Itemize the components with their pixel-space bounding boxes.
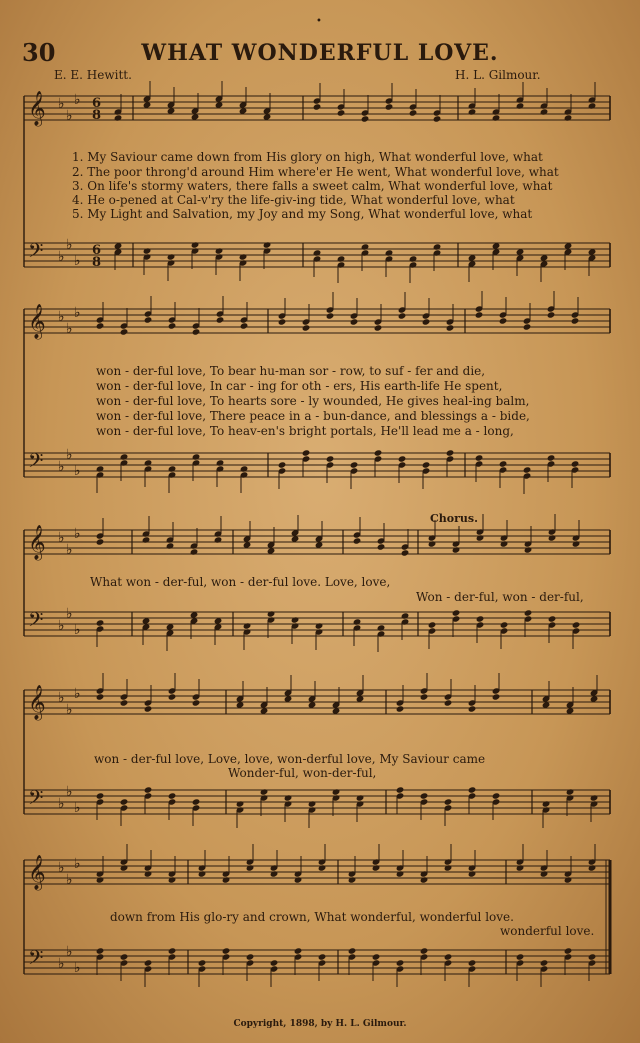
note-head: [308, 800, 317, 807]
system2-lyric-3: won - der-ful love, To hearts sore - ly wounded, He gives heal-ing balm,: [96, 394, 530, 408]
note-head: [96, 538, 105, 545]
flat-sign: ♭: [74, 305, 81, 321]
note-head: [548, 615, 557, 622]
note-head: [168, 792, 177, 799]
note-head: [452, 609, 461, 616]
note-head: [222, 947, 231, 954]
note-head: [246, 864, 255, 871]
note-head: [398, 312, 407, 319]
note-head: [318, 953, 327, 960]
note-head: [468, 959, 477, 966]
verse-line-3: 3. On life's stormy waters, there falls a sweet calm, What wonderful love, what: [72, 179, 553, 193]
flat-sign: ♭: [66, 237, 73, 253]
note-head: [396, 786, 405, 793]
note-head: [167, 253, 176, 260]
note-head: [270, 870, 279, 877]
chorus-label: Chorus.: [430, 512, 478, 525]
note-head: [444, 798, 453, 805]
note-head: [540, 870, 549, 877]
flat-sign: ♭: [58, 309, 65, 325]
note-head: [214, 536, 223, 543]
flat-sign: ♭: [74, 800, 81, 816]
note-head: [420, 693, 429, 700]
note-head: [356, 794, 365, 801]
note-head: [540, 959, 549, 966]
note-head: [446, 449, 455, 456]
lyricist-credit: E. E. Hewitt.: [54, 68, 132, 82]
flat-sign: ♭: [74, 92, 81, 108]
note-head: [96, 693, 105, 700]
note-head: [144, 959, 153, 966]
note-head: [291, 616, 300, 623]
flat-sign: ♭: [74, 622, 81, 638]
note-head: [168, 465, 177, 472]
note-head: [548, 534, 557, 541]
note-head: [572, 540, 581, 547]
note-head: [270, 959, 279, 966]
note-head: [96, 792, 105, 799]
flat-sign: ♭: [74, 463, 81, 479]
note-head: [260, 788, 269, 795]
note-head: [120, 699, 129, 706]
note-head: [588, 953, 597, 960]
note-head: [143, 247, 152, 254]
flat-sign: ♭: [66, 784, 73, 800]
note-head: [396, 870, 405, 877]
note-head: [332, 788, 341, 795]
note-head: [444, 953, 453, 960]
note-head: [337, 255, 346, 262]
note-head: [428, 540, 437, 547]
note-head: [475, 311, 484, 318]
note-head: [120, 328, 129, 335]
flat-sign: ♭: [74, 686, 81, 702]
flat-sign: ♭: [58, 530, 65, 546]
note-head: [240, 465, 249, 472]
note-head: [350, 461, 359, 468]
verse-line-2: 2. The poor throng'd around Him where'er He went, What wonderful love, what: [72, 165, 559, 179]
note-head: [120, 864, 129, 871]
system2-lyric-5: won - der-ful love, To heav-en's bright portals, He'll lead me a - long,: [96, 424, 514, 438]
note-head: [166, 542, 175, 549]
note-head: [542, 800, 551, 807]
note-head: [468, 786, 477, 793]
note-head: [144, 705, 153, 712]
note-head: [190, 548, 199, 555]
flat-sign: ♭: [74, 253, 81, 269]
note-head: [409, 109, 418, 116]
note-head: [492, 693, 501, 700]
note-head: [374, 449, 383, 456]
note-head: [96, 322, 105, 329]
note-head: [476, 615, 485, 622]
note-head: [547, 311, 556, 318]
flat-sign: ♭: [58, 860, 65, 876]
note-head: [350, 318, 359, 325]
note-head: [422, 318, 431, 325]
note-head: [420, 947, 429, 954]
note-head: [377, 543, 386, 550]
system3-echo-lyric: Won - der-ful, won - der-ful,: [416, 590, 584, 604]
note-head: [348, 876, 357, 883]
note-head: [385, 103, 394, 110]
bass-clef: 𝄢: [28, 786, 44, 814]
note-head: [444, 864, 453, 871]
flat-sign: ♭: [66, 447, 73, 463]
note-head: [516, 864, 525, 871]
note-head: [475, 454, 484, 461]
note-head: [216, 459, 225, 466]
system5-lyric: down from His glo-ry and crown, What wonderful, wonderful love.: [110, 910, 514, 924]
system2-lyric-1: won - der-ful love, To bear hu-man sor - row, to suf - fer and die,: [96, 364, 486, 378]
note-head: [267, 610, 276, 617]
note-head: [446, 324, 455, 331]
note-head: [492, 114, 501, 121]
treble-clef: 𝄞: [28, 685, 46, 720]
note-head: [468, 870, 477, 877]
note-head: [523, 323, 532, 330]
note-head: [372, 953, 381, 960]
system2-lyric-4: won - der-ful love, There peace in a - bun-dance, and blessings a - bide,: [96, 409, 530, 423]
note-head: [401, 549, 410, 556]
note-head: [313, 103, 322, 110]
note-head: [144, 870, 153, 877]
note-head: [144, 786, 153, 793]
note-head: [191, 241, 200, 248]
note-head: [571, 460, 580, 467]
treble-clef: 𝄞: [28, 525, 46, 560]
note-head: [142, 536, 151, 543]
note-head: [468, 705, 477, 712]
note-head: [396, 705, 405, 712]
note-head: [361, 243, 370, 250]
note-head: [198, 959, 207, 966]
note-head: [239, 253, 248, 260]
note-head: [409, 255, 418, 262]
verse-line-4: 4. He o-pened at Cal-v'ry the life-giv-ing tide, What wonderful love, what: [72, 193, 515, 207]
note-head: [492, 792, 501, 799]
flat-sign: ♭: [66, 108, 73, 124]
note-head: [571, 317, 580, 324]
note-head: [564, 876, 573, 883]
flat-sign: ♭: [66, 606, 73, 622]
note-head: [452, 546, 461, 553]
page-number: 30: [22, 38, 56, 67]
flat-sign: ♭: [58, 956, 65, 972]
flat-sign: ♭: [66, 321, 73, 337]
note-head: [326, 455, 335, 462]
note-head: [168, 322, 177, 329]
system3-lyric: What won - der-ful, won - der-ful love. Love, love,: [90, 575, 391, 589]
note-head: [337, 109, 346, 116]
note-head: [499, 460, 508, 467]
flat-sign: ♭: [66, 872, 73, 888]
flat-sign: ♭: [66, 542, 73, 558]
note-head: [96, 465, 105, 472]
note-head: [401, 612, 410, 619]
note-head: [263, 241, 272, 248]
note-head: [192, 699, 201, 706]
note-head: [215, 247, 224, 254]
note-head: [547, 454, 556, 461]
note-head: [120, 953, 129, 960]
system4-lyric: won - der-ful love, Love, love, won-derful love, My Saviour came: [94, 752, 486, 766]
flat-sign: ♭: [74, 526, 81, 542]
note-head: [315, 622, 324, 629]
note-head: [168, 693, 177, 700]
note-head: [168, 876, 177, 883]
note-head: [96, 876, 105, 883]
treble-clef: 𝄞: [28, 91, 46, 126]
note-head: [523, 466, 532, 473]
note-head: [444, 699, 453, 706]
note-head: [96, 947, 105, 954]
note-head: [420, 792, 429, 799]
flat-sign: ♭: [58, 796, 65, 812]
note-head: [433, 115, 442, 122]
bass-clef: 𝄢: [28, 449, 44, 477]
flat-sign: ♭: [58, 96, 65, 112]
note-head: [422, 461, 431, 468]
flat-sign: ♭: [58, 690, 65, 706]
note-head: [294, 947, 303, 954]
note-head: [372, 864, 381, 871]
note-head: [468, 108, 477, 115]
note-head: [500, 621, 509, 628]
note-head: [284, 794, 293, 801]
note-head: [192, 798, 201, 805]
note-head: [313, 249, 322, 256]
note-head: [396, 959, 405, 966]
note-head: [198, 870, 207, 877]
note-head: [168, 947, 177, 954]
note-head: [566, 788, 575, 795]
note-head: [361, 115, 370, 122]
note-head: [240, 322, 249, 329]
note-head: [420, 876, 429, 883]
note-head: [564, 947, 573, 954]
verse-line-1: 1. My Saviour came down from His glory on high, What wonderful love, what: [72, 150, 543, 164]
note-head: [540, 108, 549, 115]
time-signature-numerator: 6: [92, 243, 102, 258]
note-head: [353, 618, 362, 625]
note-head: [294, 876, 303, 883]
note-head: [243, 622, 252, 629]
note-head: [588, 102, 597, 109]
treble-clef: 𝄞: [28, 304, 46, 339]
verse-line-5: 5. My Light and Salvation, my Joy and my Song, What wonderful love, what: [72, 207, 533, 221]
note-head: [144, 316, 153, 323]
note-head: [216, 316, 225, 323]
bass-clef: 𝄢: [28, 608, 44, 636]
note-head: [385, 249, 394, 256]
hymn-title: WHAT WONDERFUL LOVE.: [141, 40, 499, 66]
note-head: [572, 621, 581, 628]
copyright-notice: Copyright, 1898, by H. L. Gilmour.: [233, 1019, 407, 1029]
note-head: [222, 876, 231, 883]
note-head: [302, 324, 311, 331]
note-head: [236, 800, 245, 807]
note-head: [348, 947, 357, 954]
time-signature-denominator: 8: [92, 255, 102, 270]
note-head: [590, 794, 599, 801]
flat-sign: ♭: [58, 459, 65, 475]
time-signature-numerator: 6: [92, 96, 102, 111]
flat-sign: ♭: [74, 856, 81, 872]
note-head: [120, 453, 129, 460]
system5-echo-lyric: wonderful love.: [500, 924, 595, 938]
top-mark: •: [316, 16, 322, 27]
flat-sign: ♭: [58, 249, 65, 265]
note-head: [192, 453, 201, 460]
note-head: [516, 102, 525, 109]
note-head: [428, 621, 437, 628]
note-head: [433, 243, 442, 250]
note-head: [144, 459, 153, 466]
note-head: [524, 546, 533, 553]
note-head: [96, 619, 105, 626]
composer-credit: H. L. Gilmour.: [455, 68, 541, 82]
system4-echo-lyric: Wonder-ful, won-der-ful,: [228, 766, 377, 780]
bass-clef: 𝄢: [28, 239, 44, 267]
note-head: [564, 114, 573, 121]
note-head: [302, 449, 311, 456]
note-head: [353, 537, 362, 544]
flat-sign: ♭: [58, 618, 65, 634]
note-head: [374, 324, 383, 331]
note-head: [377, 624, 386, 631]
flat-sign: ♭: [66, 702, 73, 718]
note-head: [398, 455, 407, 462]
note-head: [318, 864, 327, 871]
note-head: [516, 953, 525, 960]
note-head: [500, 540, 509, 547]
flat-sign: ♭: [74, 960, 81, 976]
note-head: [524, 609, 533, 616]
note-head: [246, 953, 255, 960]
note-head: [588, 864, 597, 871]
time-signature-denominator: 8: [92, 108, 102, 123]
system2-lyric-2: won - der-ful love, In car - ing for oth - ers, His earth-life He spent,: [96, 379, 503, 393]
bass-clef: 𝄢: [28, 946, 44, 974]
note-head: [114, 114, 123, 121]
note-head: [476, 534, 485, 541]
flat-sign: ♭: [66, 944, 73, 960]
note-head: [192, 328, 201, 335]
treble-clef: 𝄞: [28, 855, 46, 890]
note-head: [278, 461, 287, 468]
note-head: [326, 312, 335, 319]
note-head: [120, 798, 129, 805]
note-head: [278, 318, 287, 325]
note-head: [499, 317, 508, 324]
